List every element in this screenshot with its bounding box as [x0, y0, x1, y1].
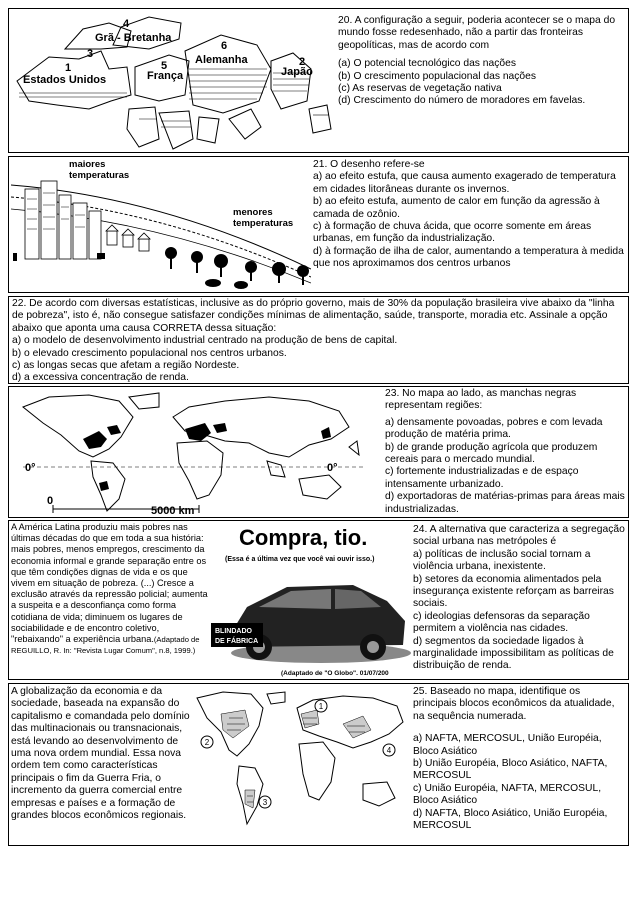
q24-stem: 24. A alternativa que caracteriza a segregação social urbana nas metrópoles é	[413, 524, 625, 548]
q22-option-b: b) o elevado crescimento populacional nos centros urbanos.	[12, 347, 287, 359]
q24-option-a: a) políticas de inclusão social tornam a violência urbana, inexistente.	[413, 548, 591, 573]
map-label-6: 6	[221, 40, 228, 52]
q22-option-a: a) o modelo de desenvolvimento industrial centrado na produção de bens de capital.	[12, 335, 398, 347]
label-menores: menores	[233, 207, 273, 218]
q23-option-d: d) exportadoras de matérias-primas para áreas mais industrializadas.	[385, 491, 625, 515]
q25-stem: 25. Baseado no mapa, identifique os principais blocos econômicos da atualidade, na sequência numerada.	[413, 686, 615, 722]
map-zero-left: 0°	[25, 462, 36, 474]
map-scale-zero: 0	[47, 495, 54, 507]
map-bloc-1: 1	[318, 702, 324, 711]
ad-source: (Adaptado de "O Globo". 01/07/200	[281, 670, 389, 677]
map-label-alemanha: Alemanha	[195, 54, 248, 66]
q21-option-d: d) à formação de ilha de calor, aumentando a temperatura à medida que nos aproximamos dos centros urbanos	[313, 245, 624, 270]
q21-option-b: b) ao efeito estufa, aumento de calor em função da agressão à camada de ozônio.	[313, 196, 600, 220]
map-scale-label: 5000 km	[151, 505, 195, 517]
question-23	[8, 386, 629, 518]
q25-option-b: b) União Européia, Bloco Asiático, NAFTA, MERCOSUL	[413, 758, 608, 782]
map-label-gra-bretanha: Grã - Bretanha	[95, 32, 172, 44]
world-map-distorted	[9, 9, 334, 152]
q25-option-d: d) NAFTA, Bloco Asiático, União Européia, MERCOSUL	[413, 807, 608, 832]
world-map-industrial	[9, 387, 384, 517]
q24-option-c: c) ideologias defensoras da separação permitem a violência nas cidades.	[413, 610, 590, 635]
question-21	[8, 156, 629, 293]
q25-intro: A globalização da economia e da sociedade, baseada na expansão do capitalismo e comandada pelo domínio das multinacionais ou transnacionais, está levando ao desenvolvimento de uma nova ordem mundial. Essa nova ordem tem como características principais o fim da Guerra Fria, o incremento da guerra comercial entre empresas e países e a formação de grandes blocos econômicos regionais.	[11, 686, 190, 822]
q23-stem: 23. No mapa ao lado, as manchas negras representam regiões:	[385, 388, 577, 412]
q20-option-a: (a) O potencial tecnológico das nações	[338, 58, 517, 70]
map-label-japao: Japão	[281, 66, 313, 78]
label-maiores: maiores	[69, 159, 106, 170]
map-label-franca: França	[147, 70, 184, 82]
question-25	[8, 683, 629, 846]
q21-stem: 21. O desenho refere-se	[313, 159, 425, 170]
ad-badge-line2: DE FÁBRICA	[215, 638, 259, 645]
armored-car-ad	[211, 523, 411, 679]
label-temperaturas-cold: temperaturas	[233, 218, 294, 229]
map-bloc-4: 4	[386, 746, 392, 755]
question-22	[8, 296, 629, 384]
q23-option-b: b) de grande produção agrícola que produzem cereais para o mercado mundial.	[385, 441, 598, 466]
q24-source: (Adaptado de REGUILLO, R. In: "Revista Lugar Comum", n.8, 1999.)	[11, 635, 200, 656]
q22-option-c: c) as longas secas que afetam a região Nordeste.	[12, 360, 240, 372]
question-24	[8, 520, 629, 680]
q22-stem: 22. De acordo com diversas estatísticas, inclusive as do próprio governo, mais de 30% da população brasileira vive abaixo da "linha de pobreza", isto é, não consegue satisfazer condições mínimas de alimentação, saúde, transporte, moradia etc. Assinale a opção abaixo que aponta uma causa CORRETA dessa situação:	[12, 298, 615, 334]
q25-option-c: c) União Européia, NAFTA, MERCOSUL, Bloco Asiático	[413, 782, 602, 807]
map-label-1: 1	[65, 62, 72, 74]
map-label-3: 3	[87, 48, 94, 60]
ad-subtitle: (Essa é a última vez que você vai ouvir isso.)	[225, 556, 375, 563]
q24-option-d: d) segmentos da sociedade ligados à marginalidade impossibilitam as políticas de distribuição de renda.	[413, 635, 614, 672]
q20-option-c: (c) As reservas de vegetação nativa	[338, 83, 502, 95]
q21-option-c: c) à formação de chuva ácida, que ocorre somente em áreas urbanas, em função da industrialização.	[313, 221, 592, 245]
map-zero-right: 0°	[327, 462, 338, 474]
heat-island-illustration	[11, 157, 311, 292]
label-temperaturas-hot: temperaturas	[69, 170, 130, 181]
q20-option-b: (b) O crescimento populacional das nações	[338, 70, 537, 82]
ad-badge-line1: BLINDADO	[215, 628, 252, 635]
map-label-estados-unidos: Estados Unidos	[23, 74, 107, 86]
world-map-economic-blocs	[193, 686, 409, 844]
q24-option-b: b) setores da economia alimentados pela insegurança existente reforçam as barreiras sociais.	[413, 573, 614, 610]
q20-option-d: (d) Crescimento do número de moradores em favelas.	[338, 95, 586, 107]
map-label-5: 5	[161, 60, 168, 72]
map-label-4: 4	[123, 18, 130, 30]
q21-option-a: a) ao efeito estufa, que causa aumento exagerado de temperatura em cidades litorâneas durante os invernos.	[313, 171, 616, 195]
map-bloc-2: 2	[204, 738, 210, 747]
q22-option-d: d) a excessiva concentração de renda.	[12, 372, 189, 384]
map-label-2: 2	[299, 56, 306, 68]
map-bloc-3: 3	[262, 798, 268, 807]
q24-intro: A América Latina produziu mais pobres nas últimas décadas do que em toda a sua história: mais pobres, menos empregos, crescimento da economia informal e grande separação entre os que têm condições dignas de vida e os que vivem em situação de pobreza. (...) Cresce a exclusão através da repressão policial; aumenta a suspeita e a desconfiança como forma cotidiana de vida; diminuem os lugares de sociabilidade e de encontro coletivo, "rebaixando" a experiência urbana.	[11, 522, 208, 645]
ad-title: Compra, tio.	[239, 525, 368, 550]
q25-option-a: a) NAFTA, MERCOSUL, União Européia, Bloco Asiático	[413, 733, 602, 757]
q20-stem: 20. A configuração a seguir, poderia acontecer se o mapa do mundo fosse redesenhado, não a partir das fronteiras geopolíticas, mas de acordo com	[338, 15, 616, 51]
q23-option-a: a) densamente povoadas, pobres e com levada produção de matéria prima.	[385, 416, 603, 441]
q23-option-c: c) fortemente industrializadas e de espaço intensamente urbanizado.	[385, 466, 579, 490]
question-20	[8, 8, 629, 153]
